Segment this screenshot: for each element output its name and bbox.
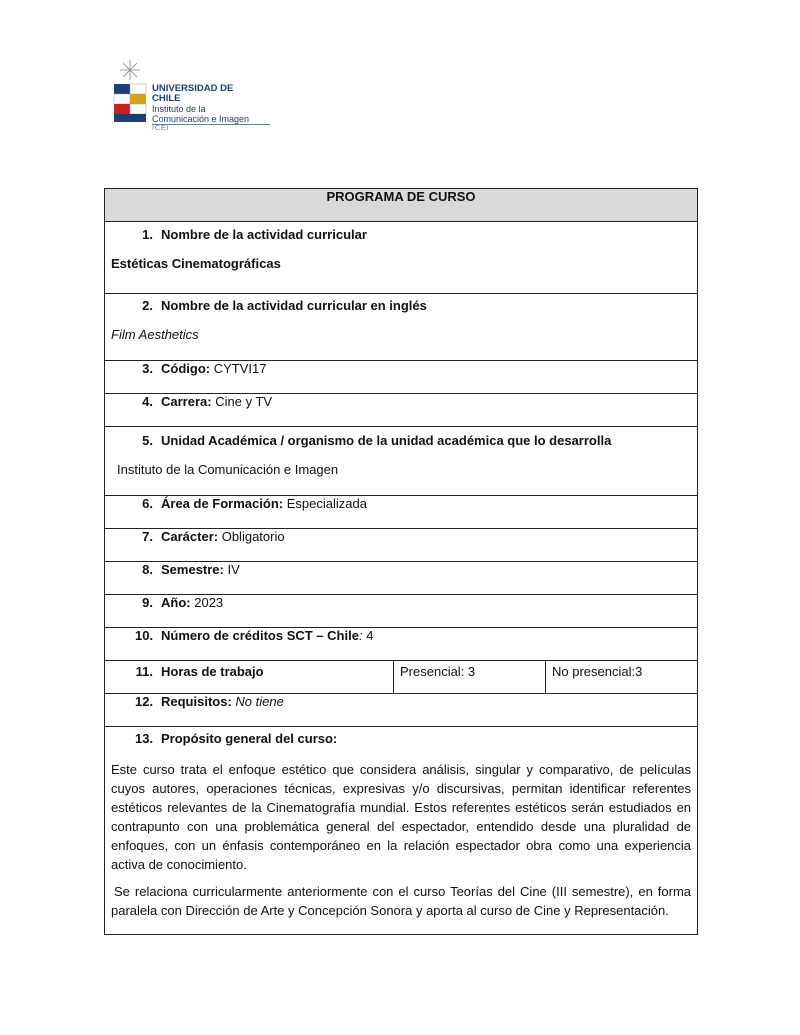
university-emblem-icon bbox=[112, 58, 148, 126]
item-label: Semestre: bbox=[161, 562, 224, 577]
item-value: Estéticas Cinematográficas bbox=[111, 256, 281, 271]
item-number: 13. bbox=[135, 731, 154, 746]
row-career bbox=[105, 394, 698, 427]
item-value: Cine y TV bbox=[215, 394, 273, 409]
row-activity-name-english bbox=[105, 294, 698, 361]
row-work-hours bbox=[105, 661, 394, 694]
item-label: Año: bbox=[161, 595, 191, 610]
purpose-paragraph-1: Este curso trata el enfoque estético que considera análisis, singular y comparativo, de películas cuyos autores, operaciones técnicas, expresivas y/o discursivas, permitan identificar referentes estéticos relevantes de la Cinematografía mundial. Estos referentes estéticos serán estudiados en contrapunto con una problemática general del espectador, entendido desde una pluralidad de enfoques, con un énfasis contemporáneo en la relación espectador obra como una experiencia activa de conocimiento. bbox=[111, 762, 692, 872]
item-label: Carrera: bbox=[161, 394, 212, 409]
item-number: 10. bbox=[135, 628, 154, 643]
item-value: Instituto de la Comunicación e Imagen bbox=[117, 462, 339, 477]
table-row bbox=[105, 361, 698, 394]
table-row bbox=[105, 562, 698, 595]
item-label: Carácter: bbox=[161, 529, 219, 544]
item-value: 4 bbox=[366, 628, 374, 643]
item-number: 7. bbox=[142, 529, 153, 544]
row-code bbox=[105, 361, 698, 394]
purpose-paragraph-2: Se relaciona curricularmente anteriormente con el curso Teorías del Cine (III semestre), en forma paralela con Dirección de Arte y Concepción Sonora y aporta al curso de Cine y Representación. bbox=[111, 884, 692, 918]
item-label: Unidad Académica / organismo de la unidad académica que lo desarrolla bbox=[161, 433, 612, 448]
table-row bbox=[105, 595, 698, 628]
row-course-purpose bbox=[105, 727, 698, 935]
table-row bbox=[105, 427, 698, 496]
item-number: 4. bbox=[142, 394, 153, 409]
item-number: 8. bbox=[142, 562, 153, 577]
item-label: Requisitos: bbox=[161, 694, 232, 709]
row-semester bbox=[105, 562, 698, 595]
item-label: Nombre de la actividad curricular bbox=[161, 227, 367, 242]
item-label: Nombre de la actividad curricular en inglés bbox=[161, 298, 427, 313]
item-label: Propósito general del curso: bbox=[161, 731, 338, 746]
table-row bbox=[105, 529, 698, 562]
table-title: PROGRAMA DE CURSO bbox=[105, 189, 698, 222]
item-value: CYTVI17 bbox=[213, 361, 267, 376]
row-credits bbox=[105, 628, 698, 661]
row-training-area bbox=[105, 496, 698, 529]
row-character bbox=[105, 529, 698, 562]
university-logo bbox=[112, 58, 262, 132]
item-value: IV bbox=[227, 562, 240, 577]
item-value: No tiene bbox=[235, 694, 284, 709]
item-value: Especializada bbox=[286, 496, 367, 511]
item-label: Número de créditos SCT – Chile bbox=[161, 628, 359, 643]
row-activity-name bbox=[105, 222, 698, 294]
item-number: 9. bbox=[142, 595, 153, 610]
item-value: 2023 bbox=[194, 595, 224, 610]
logo-rule bbox=[152, 124, 270, 125]
course-program-table bbox=[104, 188, 698, 935]
table-row bbox=[105, 294, 698, 361]
table-row bbox=[105, 496, 698, 529]
item-value: Obligatorio bbox=[221, 529, 285, 544]
item-value: Film Aesthetics bbox=[111, 327, 199, 342]
table-row bbox=[105, 694, 698, 727]
logo-institute-line2: Comunicación e Imagen bbox=[152, 114, 250, 124]
item-number: 6. bbox=[142, 496, 153, 511]
table-row bbox=[105, 628, 698, 661]
logo-institute-line1: Instituto de la bbox=[152, 104, 206, 114]
logo-abbr: ICEI bbox=[152, 125, 170, 132]
row-year bbox=[105, 595, 698, 628]
item-label-suffix: : bbox=[358, 628, 363, 643]
table-row bbox=[105, 661, 698, 694]
row-requirements bbox=[105, 694, 698, 727]
row-academic-unit bbox=[105, 427, 698, 496]
item-number: 5. bbox=[142, 433, 153, 448]
item-label: Área de Formación: bbox=[161, 496, 284, 511]
logo-text bbox=[152, 84, 264, 134]
item-number: 3. bbox=[142, 361, 153, 376]
item-number: 2. bbox=[142, 298, 153, 313]
table-row bbox=[105, 394, 698, 427]
item-label: Horas de trabajo bbox=[161, 664, 264, 679]
table-header bbox=[105, 189, 698, 222]
item-label: Código: bbox=[161, 361, 211, 376]
logo-university: UNIVERSIDAD DE CHILE bbox=[152, 83, 234, 104]
work-hours-no-presencial: No presencial:3 bbox=[546, 661, 698, 694]
item-number: 12. bbox=[135, 694, 154, 709]
item-number: 1. bbox=[142, 227, 153, 242]
table-row bbox=[105, 727, 698, 935]
table-row bbox=[105, 222, 698, 294]
work-hours-presencial: Presencial: 3 bbox=[394, 661, 546, 694]
item-number: 11. bbox=[135, 664, 153, 679]
